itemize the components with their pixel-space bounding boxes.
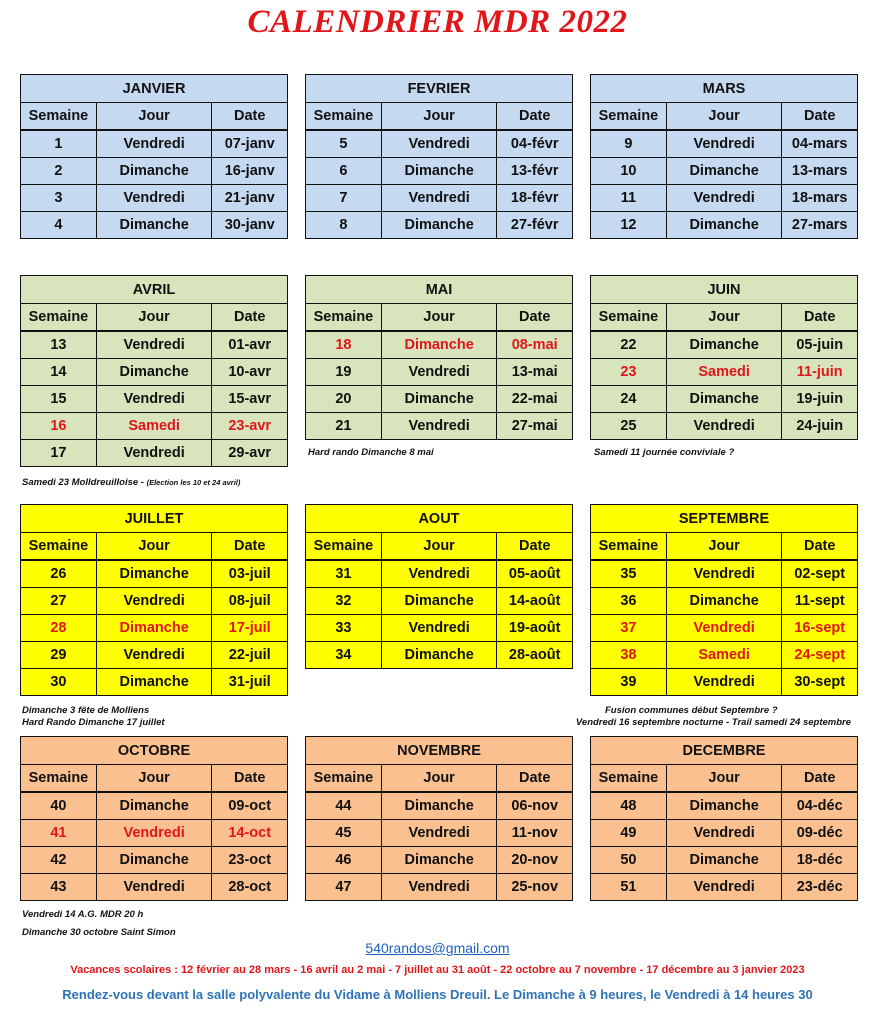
date-cell: 04-déc: [782, 792, 858, 820]
table-row: [21, 560, 288, 588]
month-name: MARS: [591, 75, 858, 103]
month-name: FEVRIER: [306, 75, 573, 103]
week-cell: 42: [21, 847, 97, 874]
table-row: [591, 212, 858, 239]
week-cell: 16: [21, 413, 97, 440]
month-table-mars: [590, 74, 858, 239]
month-table-fevrier: [305, 74, 573, 239]
date-cell: 18-févr: [497, 185, 573, 212]
week-cell: 26: [21, 560, 97, 588]
week-cell: 30: [21, 669, 97, 696]
week-cell: 11: [591, 185, 667, 212]
month-table-juillet: [20, 504, 288, 696]
date-cell: 15-avr: [212, 386, 288, 413]
week-cell: 47: [306, 874, 382, 901]
month-name: AOUT: [306, 505, 573, 533]
week-cell: 40: [21, 792, 97, 820]
table-row: [306, 158, 573, 185]
header-semaine: Semaine: [591, 304, 667, 332]
day-cell: Vendredi: [96, 874, 212, 901]
month-name: JUILLET: [21, 505, 288, 533]
date-cell: 05-juin: [782, 331, 858, 359]
week-cell: 7: [306, 185, 382, 212]
date-cell: 04-mars: [782, 130, 858, 158]
table-row: [21, 130, 288, 158]
date-cell: 18-déc: [782, 847, 858, 874]
day-cell: Vendredi: [381, 359, 497, 386]
day-cell: Vendredi: [666, 413, 782, 440]
date-cell: 08-mai: [497, 331, 573, 359]
day-cell: Samedi: [666, 642, 782, 669]
day-cell: Vendredi: [96, 331, 212, 359]
table-row: [591, 130, 858, 158]
month-name: MAI: [306, 276, 573, 304]
table-row-highlight: [591, 642, 858, 669]
table-row: [306, 792, 573, 820]
date-cell: 22-juil: [212, 642, 288, 669]
week-cell: 5: [306, 130, 382, 158]
table-row-highlight: [21, 413, 288, 440]
note-avril: [22, 477, 240, 488]
day-cell: Vendredi: [666, 130, 782, 158]
table-row: [306, 560, 573, 588]
header-semaine: Semaine: [591, 533, 667, 561]
date-cell: 07-janv: [212, 130, 288, 158]
week-cell: 9: [591, 130, 667, 158]
day-cell: Dimanche: [96, 359, 212, 386]
day-cell: Dimanche: [666, 212, 782, 239]
week-cell: 44: [306, 792, 382, 820]
day-cell: Vendredi: [96, 130, 212, 158]
week-cell: 3: [21, 185, 97, 212]
week-cell: 14: [21, 359, 97, 386]
date-cell: 30-janv: [212, 212, 288, 239]
date-cell: 14-août: [497, 588, 573, 615]
header-date: Date: [497, 533, 573, 561]
table-row: [21, 874, 288, 901]
date-cell: 09-oct: [212, 792, 288, 820]
date-cell: 23-oct: [212, 847, 288, 874]
date-cell: 05-août: [497, 560, 573, 588]
header-date: Date: [782, 304, 858, 332]
date-cell: 19-août: [497, 615, 573, 642]
table-row: [306, 874, 573, 901]
day-cell: Vendredi: [96, 440, 212, 467]
date-cell: 13-mai: [497, 359, 573, 386]
week-cell: 32: [306, 588, 382, 615]
week-cell: 45: [306, 820, 382, 847]
date-cell: 23-avr: [212, 413, 288, 440]
day-cell: Vendredi: [666, 874, 782, 901]
header-jour: Jour: [96, 765, 212, 793]
day-cell: Vendredi: [381, 185, 497, 212]
day-cell: Dimanche: [96, 560, 212, 588]
table-row: [306, 615, 573, 642]
table-row: [21, 386, 288, 413]
table-row: [21, 331, 288, 359]
table-row: [306, 413, 573, 440]
date-cell: 30-sept: [782, 669, 858, 696]
date-cell: 27-févr: [497, 212, 573, 239]
date-cell: 29-avr: [212, 440, 288, 467]
week-cell: 4: [21, 212, 97, 239]
week-cell: 12: [591, 212, 667, 239]
date-cell: 28-août: [497, 642, 573, 669]
table-row: [21, 642, 288, 669]
day-cell: Vendredi: [381, 820, 497, 847]
header-semaine: Semaine: [306, 103, 382, 131]
week-cell: 36: [591, 588, 667, 615]
day-cell: Dimanche: [381, 158, 497, 185]
note-juillet-1: Dimanche 3 fête de Molliens: [22, 705, 150, 716]
day-cell: Vendredi: [666, 820, 782, 847]
date-cell: 01-avr: [212, 331, 288, 359]
meeting-point-text: Rendez-vous devant la salle polyvalente du Vidame à Molliens Dreuil. Le Dimanche à 9 heures, le Vendredi à 14 heures 30: [62, 987, 813, 1002]
table-row-highlight: [591, 359, 858, 386]
day-cell: Vendredi: [381, 130, 497, 158]
date-cell: 13-mars: [782, 158, 858, 185]
table-row: [591, 331, 858, 359]
month-name: JANVIER: [21, 75, 288, 103]
date-cell: 24-juin: [782, 413, 858, 440]
table-row: [21, 158, 288, 185]
week-cell: 22: [591, 331, 667, 359]
table-row-highlight: [306, 331, 573, 359]
table-row-highlight: [21, 820, 288, 847]
date-cell: 16-sept: [782, 615, 858, 642]
date-cell: 21-janv: [212, 185, 288, 212]
table-row: [591, 185, 858, 212]
note-septembre-1: Fusion communes début Septembre ?: [605, 705, 778, 716]
table-row: [21, 359, 288, 386]
day-cell: Vendredi: [666, 185, 782, 212]
date-cell: 20-nov: [497, 847, 573, 874]
table-row: [591, 158, 858, 185]
table-row: [591, 820, 858, 847]
date-cell: 08-juil: [212, 588, 288, 615]
week-cell: 34: [306, 642, 382, 669]
month-table-janvier: [20, 74, 288, 239]
header-jour: Jour: [381, 533, 497, 561]
day-cell: Dimanche: [666, 386, 782, 413]
table-row: [591, 847, 858, 874]
date-cell: 28-oct: [212, 874, 288, 901]
header-jour: Jour: [666, 765, 782, 793]
day-cell: Dimanche: [96, 615, 212, 642]
header-date: Date: [497, 304, 573, 332]
contact-email-link[interactable]: 540randos@gmail.com: [365, 940, 510, 956]
month-name: OCTOBRE: [21, 737, 288, 765]
week-cell: 50: [591, 847, 667, 874]
week-cell: 25: [591, 413, 667, 440]
note-text-small: (Election les 10 et 24 avril): [146, 478, 241, 487]
table-row: [21, 847, 288, 874]
month-name: DECEMBRE: [591, 737, 858, 765]
day-cell: Vendredi: [381, 413, 497, 440]
table-row: [21, 185, 288, 212]
table-row: [306, 359, 573, 386]
table-row: [21, 792, 288, 820]
day-cell: Dimanche: [96, 212, 212, 239]
month-table-aout: [305, 504, 573, 669]
month-name: AVRIL: [21, 276, 288, 304]
month-name: JUIN: [591, 276, 858, 304]
header-semaine: Semaine: [306, 533, 382, 561]
day-cell: Dimanche: [666, 588, 782, 615]
day-cell: Vendredi: [96, 386, 212, 413]
table-row: [591, 413, 858, 440]
day-cell: Dimanche: [381, 642, 497, 669]
week-cell: 18: [306, 331, 382, 359]
header-semaine: Semaine: [591, 765, 667, 793]
table-row: [591, 588, 858, 615]
week-cell: 33: [306, 615, 382, 642]
month-table-avril: [20, 275, 288, 467]
day-cell: Dimanche: [381, 212, 497, 239]
week-cell: 8: [306, 212, 382, 239]
table-row: [306, 642, 573, 669]
date-cell: 11-juin: [782, 359, 858, 386]
day-cell: Vendredi: [381, 560, 497, 588]
week-cell: 35: [591, 560, 667, 588]
day-cell: Vendredi: [666, 669, 782, 696]
date-cell: 17-juil: [212, 615, 288, 642]
header-date: Date: [782, 533, 858, 561]
week-cell: 19: [306, 359, 382, 386]
date-cell: 13-févr: [497, 158, 573, 185]
day-cell: Dimanche: [96, 669, 212, 696]
day-cell: Vendredi: [96, 588, 212, 615]
header-date: Date: [782, 765, 858, 793]
day-cell: Dimanche: [666, 792, 782, 820]
day-cell: Vendredi: [96, 642, 212, 669]
day-cell: Dimanche: [381, 588, 497, 615]
table-row: [591, 669, 858, 696]
note-octobre-2: Dimanche 30 octobre Saint Simon: [22, 927, 176, 938]
header-date: Date: [497, 765, 573, 793]
week-cell: 38: [591, 642, 667, 669]
day-cell: Vendredi: [381, 615, 497, 642]
table-row: [591, 792, 858, 820]
week-cell: 24: [591, 386, 667, 413]
day-cell: Dimanche: [381, 386, 497, 413]
table-row-highlight: [21, 615, 288, 642]
table-row: [306, 386, 573, 413]
date-cell: 24-sept: [782, 642, 858, 669]
table-row: [306, 130, 573, 158]
day-cell: Dimanche: [666, 331, 782, 359]
note-juin: Samedi 11 journée conviviale ?: [594, 447, 735, 458]
week-cell: 1: [21, 130, 97, 158]
header-jour: Jour: [666, 533, 782, 561]
week-cell: 21: [306, 413, 382, 440]
header-date: Date: [212, 304, 288, 332]
week-cell: 28: [21, 615, 97, 642]
date-cell: 11-nov: [497, 820, 573, 847]
header-date: Date: [212, 533, 288, 561]
header-semaine: Semaine: [21, 765, 97, 793]
date-cell: 09-déc: [782, 820, 858, 847]
date-cell: 02-sept: [782, 560, 858, 588]
header-jour: Jour: [666, 103, 782, 131]
week-cell: 49: [591, 820, 667, 847]
date-cell: 31-juil: [212, 669, 288, 696]
note-mai: Hard rando Dimanche 8 mai: [308, 447, 434, 458]
day-cell: Vendredi: [96, 820, 212, 847]
month-table-octobre: [20, 736, 288, 901]
header-semaine: Semaine: [21, 103, 97, 131]
header-date: Date: [212, 765, 288, 793]
table-row: [306, 212, 573, 239]
date-cell: 27-mai: [497, 413, 573, 440]
date-cell: 19-juin: [782, 386, 858, 413]
table-row: [591, 874, 858, 901]
month-name: SEPTEMBRE: [591, 505, 858, 533]
date-cell: 18-mars: [782, 185, 858, 212]
table-row: [306, 847, 573, 874]
week-cell: 48: [591, 792, 667, 820]
week-cell: 37: [591, 615, 667, 642]
header-semaine: Semaine: [306, 765, 382, 793]
day-cell: Dimanche: [381, 847, 497, 874]
week-cell: 43: [21, 874, 97, 901]
date-cell: 11-sept: [782, 588, 858, 615]
page-title: CALENDRIER MDR 2022: [247, 4, 628, 40]
week-cell: 39: [591, 669, 667, 696]
day-cell: Dimanche: [96, 158, 212, 185]
week-cell: 2: [21, 158, 97, 185]
month-table-mai: [305, 275, 573, 440]
header-semaine: Semaine: [21, 304, 97, 332]
header-jour: Jour: [381, 765, 497, 793]
day-cell: Dimanche: [381, 331, 497, 359]
month-table-septembre: [590, 504, 858, 696]
date-cell: 06-nov: [497, 792, 573, 820]
day-cell: Dimanche: [96, 792, 212, 820]
date-cell: 16-janv: [212, 158, 288, 185]
header-semaine: Semaine: [21, 533, 97, 561]
table-row: [21, 669, 288, 696]
day-cell: Vendredi: [96, 185, 212, 212]
note-septembre-2: Vendredi 16 septembre nocturne - Trail samedi 24 septembre: [575, 717, 851, 728]
header-jour: Jour: [666, 304, 782, 332]
day-cell: Samedi: [96, 413, 212, 440]
header-jour: Jour: [96, 533, 212, 561]
month-table-juin: [590, 275, 858, 440]
month-name: NOVEMBRE: [306, 737, 573, 765]
week-cell: 29: [21, 642, 97, 669]
header-semaine: Semaine: [306, 304, 382, 332]
day-cell: Vendredi: [666, 615, 782, 642]
week-cell: 6: [306, 158, 382, 185]
week-cell: 15: [21, 386, 97, 413]
day-cell: Dimanche: [666, 847, 782, 874]
date-cell: 14-oct: [212, 820, 288, 847]
table-row: [21, 212, 288, 239]
date-cell: 04-févr: [497, 130, 573, 158]
note-text: Samedi 23 Molldreuilloise -: [22, 477, 147, 488]
week-cell: 27: [21, 588, 97, 615]
week-cell: 41: [21, 820, 97, 847]
header-jour: Jour: [96, 103, 212, 131]
date-cell: 25-nov: [497, 874, 573, 901]
week-cell: 51: [591, 874, 667, 901]
table-row: [306, 588, 573, 615]
table-row: [591, 560, 858, 588]
header-jour: Jour: [96, 304, 212, 332]
table-row: [306, 820, 573, 847]
table-row: [21, 588, 288, 615]
header-date: Date: [212, 103, 288, 131]
week-cell: 17: [21, 440, 97, 467]
month-table-decembre: [590, 736, 858, 901]
note-juillet-2: Hard Rando Dimanche 17 juillet: [22, 717, 165, 728]
week-cell: 46: [306, 847, 382, 874]
day-cell: Dimanche: [666, 158, 782, 185]
month-table-novembre: [305, 736, 573, 901]
table-row: [591, 386, 858, 413]
header-semaine: Semaine: [591, 103, 667, 131]
note-octobre-1: Vendredi 14 A.G. MDR 20 h: [22, 909, 144, 920]
date-cell: 10-avr: [212, 359, 288, 386]
date-cell: 27-mars: [782, 212, 858, 239]
school-holidays-text: Vacances scolaires : 12 février au 28 mars - 16 avril au 2 mai - 7 juillet au 31 août - 22 octobre au 7 novembre - 17 décembre au 3 janvier 2023: [70, 964, 805, 976]
table-row-highlight: [591, 615, 858, 642]
header-jour: Jour: [381, 103, 497, 131]
header-date: Date: [782, 103, 858, 131]
table-row: [21, 440, 288, 467]
day-cell: Dimanche: [96, 847, 212, 874]
date-cell: 22-mai: [497, 386, 573, 413]
header-jour: Jour: [381, 304, 497, 332]
day-cell: Vendredi: [381, 874, 497, 901]
date-cell: 23-déc: [782, 874, 858, 901]
header-date: Date: [497, 103, 573, 131]
week-cell: 31: [306, 560, 382, 588]
table-row: [306, 185, 573, 212]
week-cell: 13: [21, 331, 97, 359]
date-cell: 03-juil: [212, 560, 288, 588]
day-cell: Vendredi: [666, 560, 782, 588]
day-cell: Dimanche: [381, 792, 497, 820]
week-cell: 20: [306, 386, 382, 413]
day-cell: Samedi: [666, 359, 782, 386]
week-cell: 23: [591, 359, 667, 386]
week-cell: 10: [591, 158, 667, 185]
